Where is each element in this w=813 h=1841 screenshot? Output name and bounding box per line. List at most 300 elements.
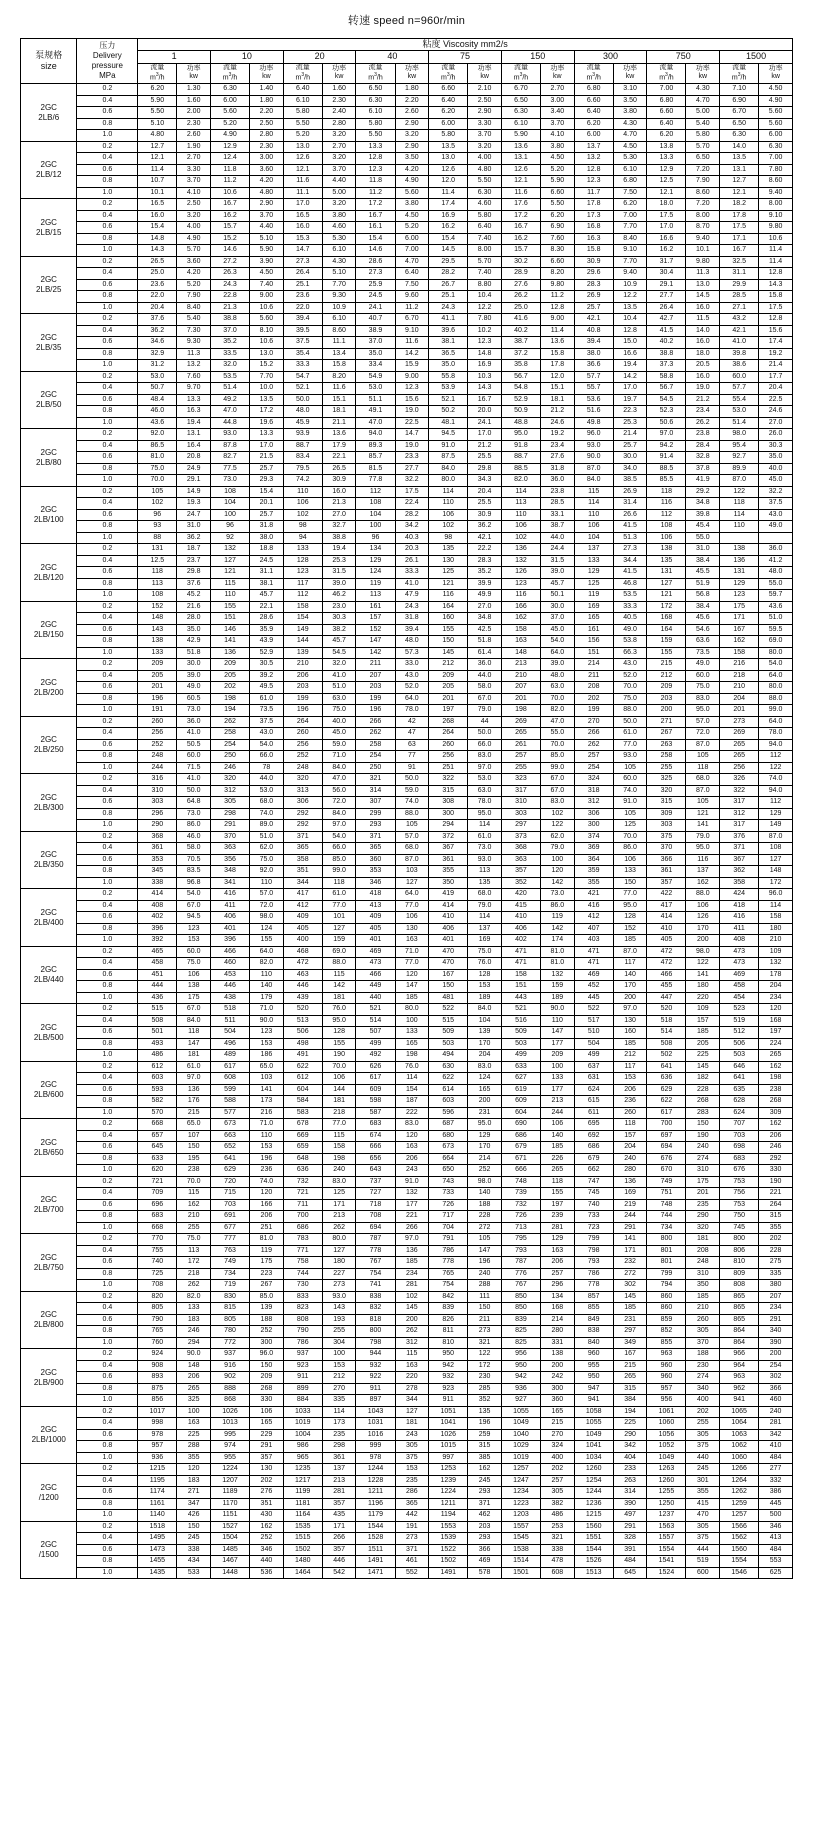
power-value: 3.80 <box>541 141 575 153</box>
flow-value: 1026 <box>429 1429 468 1441</box>
flow-value: 745 <box>720 1222 759 1234</box>
flow-value: 800 <box>647 1234 686 1246</box>
pressure-value: 0.6 <box>77 567 138 579</box>
flow-value: 635 <box>720 1084 759 1096</box>
power-value: 175 <box>250 1257 284 1269</box>
power-value: 11.4 <box>759 256 793 268</box>
flow-value: 401 <box>210 923 249 935</box>
flow-value: 308 <box>429 797 468 809</box>
viscosity-1500: 1500 <box>720 51 793 63</box>
flow-value: 401 <box>356 935 395 947</box>
flow-value: 466 <box>356 969 395 981</box>
table-row <box>21 95 793 107</box>
flow-value: 726 <box>501 1211 540 1223</box>
flow-value: 469 <box>720 969 759 981</box>
power-value: 180 <box>322 1257 356 1269</box>
power-value: 213 <box>322 1475 356 1487</box>
power-value: 128 <box>613 912 647 924</box>
power-value: 346 <box>250 1544 284 1556</box>
flow-value: 77.5 <box>210 463 249 475</box>
power-value: 86.0 <box>541 900 575 912</box>
power-value: 12.0 <box>541 371 575 383</box>
power-value: 7.00 <box>613 210 647 222</box>
flow-value: 636 <box>283 1165 322 1177</box>
power-value: 14.9 <box>177 486 211 498</box>
power-value: 48.0 <box>759 567 793 579</box>
flow-value: 129 <box>356 555 395 567</box>
table-row <box>21 544 793 556</box>
power-value: 67.0 <box>541 785 575 797</box>
flow-value: 1518 <box>138 1521 177 1533</box>
power-value: 88.0 <box>395 808 429 820</box>
power-value: 34.8 <box>686 498 720 510</box>
power-value: 150 <box>686 1119 720 1131</box>
flow-value: 1247 <box>501 1475 540 1487</box>
power-value: 302 <box>759 1372 793 1384</box>
flow-value: 957 <box>138 1441 177 1453</box>
table-row <box>21 360 793 372</box>
power-value: 202 <box>759 1234 793 1246</box>
power-value: 66.0 <box>322 843 356 855</box>
flow-value: 941 <box>720 1395 759 1407</box>
flow-value: 12.1 <box>138 153 177 165</box>
power-value: 70.0 <box>177 1176 211 1188</box>
power-value: 36.0 <box>541 475 575 487</box>
power-value: 5.20 <box>177 279 211 291</box>
flow-value: 1234 <box>501 1487 540 1499</box>
flow-value: 52.9 <box>501 394 540 406</box>
flow-value: 405 <box>647 935 686 947</box>
flow-value: 31.2 <box>138 360 177 372</box>
power-value: 445 <box>759 1498 793 1510</box>
power-value: 310 <box>686 1165 720 1177</box>
pump-model-cell <box>21 544 77 602</box>
power-value: 35.0 <box>759 452 793 464</box>
flow-value: 11.4 <box>429 187 468 199</box>
flow-value: 112 <box>283 590 322 602</box>
power-value: 105 <box>395 820 429 832</box>
power-value: 181 <box>686 1234 720 1246</box>
flow-value: 823 <box>283 1303 322 1315</box>
flow-value: 81.5 <box>356 463 395 475</box>
power-value: 19.0 <box>686 383 720 395</box>
power-value: 45.7 <box>322 636 356 648</box>
flow-value: 40.7 <box>356 314 395 326</box>
flow-value: 92.7 <box>720 452 759 464</box>
flow-value: 1211 <box>429 1498 468 1510</box>
power-value: 91.0 <box>613 797 647 809</box>
flow-value: 6.00 <box>574 130 613 142</box>
table-row <box>21 1211 793 1223</box>
flow-value: 1257 <box>501 1464 540 1476</box>
flow-value: 1563 <box>647 1521 686 1533</box>
power-value: 6.80 <box>613 176 647 188</box>
table-row <box>21 1521 793 1533</box>
flow-value: 439 <box>283 992 322 1004</box>
power-value: 211 <box>468 1314 502 1326</box>
power-value: 11.3 <box>177 348 211 360</box>
flow-value: 1554 <box>647 1544 686 1556</box>
power-value: 7.40 <box>468 233 502 245</box>
flow-value: 790 <box>138 1314 177 1326</box>
flow-value: 254 <box>210 739 249 751</box>
table-row <box>21 187 793 199</box>
power-value: 10.6 <box>759 233 793 245</box>
table-row <box>21 1498 793 1510</box>
unit-power-40: 功率 kw <box>395 63 429 84</box>
flow-value: 315 <box>647 797 686 809</box>
power-value: 112 <box>759 797 793 809</box>
power-value: 34.2 <box>395 521 429 533</box>
power-value: 49.9 <box>468 590 502 602</box>
power-value: 242 <box>541 1372 575 1384</box>
flow-value: 135 <box>647 555 686 567</box>
flow-value: 50.0 <box>283 394 322 406</box>
flow-value: 210 <box>283 659 322 671</box>
power-value: 415 <box>686 1498 720 1510</box>
flow-value: 680 <box>429 1130 468 1142</box>
pump-model-cell <box>21 1349 77 1407</box>
pump-model-cell <box>21 486 77 544</box>
flow-value: 218 <box>720 670 759 682</box>
flow-value: 776 <box>501 1268 540 1280</box>
power-value: 29.2 <box>686 486 720 498</box>
flow-value: 86.5 <box>138 440 177 452</box>
power-value: 10.6 <box>250 337 284 349</box>
power-value: 8.20 <box>541 268 575 280</box>
power-value: 5.80 <box>686 130 720 142</box>
flow-value: 151 <box>210 613 249 625</box>
flow-value: 298 <box>210 808 249 820</box>
power-value: 200 <box>759 1349 793 1361</box>
power-value: 231 <box>468 1107 502 1119</box>
power-value: 3.60 <box>250 164 284 176</box>
power-value: 50.1 <box>541 590 575 602</box>
flow-value: 1553 <box>429 1521 468 1533</box>
power-value: 9.00 <box>250 291 284 303</box>
power-value: 206 <box>613 1084 647 1096</box>
flow-value: 778 <box>356 1245 395 1257</box>
header-viscosity: 粘度 Viscosity mm2/s <box>138 39 793 51</box>
flow-value: 29.1 <box>647 279 686 291</box>
power-value: 371 <box>395 1544 429 1556</box>
flow-value: 703 <box>210 1199 249 1211</box>
flow-value: 18.2 <box>720 199 759 211</box>
power-value: 13.4 <box>322 348 356 360</box>
pump-model-line1: 2GC <box>40 620 57 630</box>
flow-value: 627 <box>501 1073 540 1085</box>
power-value: 145 <box>395 1303 429 1315</box>
power-value: 210 <box>686 1303 720 1315</box>
flow-value: 158 <box>501 624 540 636</box>
flow-value: 17.3 <box>574 210 613 222</box>
power-value: 53.0 <box>250 785 284 797</box>
flow-value: 11.1 <box>283 187 322 199</box>
flow-value: 106 <box>501 521 540 533</box>
power-value: 13.6 <box>541 337 575 349</box>
power-value: 118 <box>177 1027 211 1039</box>
power-value: 236 <box>250 1165 284 1177</box>
flow-value: 191 <box>138 705 177 717</box>
power-value: 14.2 <box>395 348 429 360</box>
flow-value: 800 <box>356 1326 395 1338</box>
power-value: 371 <box>468 1498 502 1510</box>
flow-value: 499 <box>501 1050 540 1062</box>
flow-value: 36.2 <box>138 325 177 337</box>
power-value: 155 <box>541 1188 575 1200</box>
flow-value: 960 <box>647 1360 686 1372</box>
flow-value: 963 <box>647 1349 686 1361</box>
power-value: 132 <box>395 1188 429 1200</box>
power-value: 95.0 <box>613 900 647 912</box>
flow-value: 91.8 <box>501 440 540 452</box>
power-value: 315 <box>613 1383 647 1395</box>
flow-value: 26.7 <box>429 279 468 291</box>
power-value: 160 <box>613 1027 647 1039</box>
power-value: 74.0 <box>759 774 793 786</box>
flow-value: 698 <box>720 1142 759 1154</box>
flow-value: 1223 <box>501 1498 540 1510</box>
flow-value: 38.8 <box>647 348 686 360</box>
power-value: 200 <box>613 992 647 1004</box>
power-value: 172 <box>177 1257 211 1269</box>
flow-value: 683 <box>356 1119 395 1131</box>
flow-value: 472 <box>647 946 686 958</box>
flow-value: 11.4 <box>138 164 177 176</box>
pump-model-line1: 2GC <box>40 102 57 112</box>
flow-value: 320 <box>647 785 686 797</box>
power-value: 239 <box>541 1211 575 1223</box>
power-value: 103 <box>395 866 429 878</box>
flow-value: 16.7 <box>356 210 395 222</box>
power-value: 162 <box>686 877 720 889</box>
table-row <box>21 1441 793 1453</box>
flow-value: 617 <box>356 1073 395 1085</box>
flow-value: 1253 <box>429 1464 468 1476</box>
flow-value: 446 <box>210 981 249 993</box>
power-value: 135 <box>468 1406 502 1418</box>
flow-value: 587 <box>356 1107 395 1119</box>
flow-value: 258 <box>356 739 395 751</box>
flow-value: 15.3 <box>283 233 322 245</box>
power-value: 129 <box>541 1234 575 1246</box>
power-value: 139 <box>250 1303 284 1315</box>
table-row <box>21 1176 793 1188</box>
flow-value: 950 <box>501 1360 540 1372</box>
unit-flow-40: 流量 $m^3/h$ <box>356 63 395 84</box>
flow-value: 6.40 <box>429 95 468 107</box>
flow-value: 473 <box>720 946 759 958</box>
table-row <box>21 705 793 717</box>
power-value: 36.2 <box>177 532 211 544</box>
flow-value: 720 <box>210 1176 249 1188</box>
power-value: 84.0 <box>177 1015 211 1027</box>
power-value: 355 <box>686 1487 720 1499</box>
flow-value: 6.70 <box>501 84 540 96</box>
pressure-value: 0.6 <box>77 1142 138 1154</box>
power-value: 94.0 <box>759 739 793 751</box>
power-value: 42.9 <box>177 636 211 648</box>
power-value: 11.3 <box>686 268 720 280</box>
power-value: 1.40 <box>250 84 284 96</box>
flow-value: 741 <box>356 1280 395 1292</box>
pressure-value: 1.0 <box>77 360 138 372</box>
power-value: 101 <box>322 912 356 924</box>
flow-value: 936 <box>138 1452 177 1464</box>
flow-value: 25.9 <box>356 279 395 291</box>
power-value: 116 <box>686 854 720 866</box>
flow-value: 314 <box>356 785 395 797</box>
flow-value: 138 <box>138 636 177 648</box>
power-value: 155 <box>250 935 284 947</box>
power-value: 198 <box>759 1073 793 1085</box>
flow-value: 956 <box>501 1349 540 1361</box>
power-value: 189 <box>468 992 502 1004</box>
power-value: 46.2 <box>322 590 356 602</box>
power-value: 25.7 <box>250 509 284 521</box>
flow-value: 35.2 <box>210 337 249 349</box>
flow-value: 96 <box>138 509 177 521</box>
flow-value: 17.4 <box>429 199 468 211</box>
flow-value: 963 <box>720 1372 759 1384</box>
power-value: 13.0 <box>686 279 720 291</box>
power-value: 34.4 <box>613 555 647 567</box>
flow-value: 422 <box>647 889 686 901</box>
flow-value: 37.6 <box>138 314 177 326</box>
power-value: 170 <box>613 981 647 993</box>
flow-value: 995 <box>210 1429 249 1441</box>
flow-value: 666 <box>356 1142 395 1154</box>
flow-value: 657 <box>138 1130 177 1142</box>
flow-value: 16.7 <box>720 245 759 257</box>
power-value: 268 <box>250 1383 284 1395</box>
power-value: 1.80 <box>395 84 429 96</box>
flow-value: 1060 <box>720 1452 759 1464</box>
flow-value: 164 <box>647 624 686 636</box>
power-value: 117 <box>613 958 647 970</box>
power-value: 265 <box>759 1050 793 1062</box>
power-value: 188 <box>250 1314 284 1326</box>
flow-value: 1228 <box>356 1475 395 1487</box>
flow-value: 956 <box>647 1395 686 1407</box>
flow-value: 753 <box>720 1199 759 1211</box>
pump-model-cell <box>21 371 77 429</box>
flow-value: 98 <box>429 532 468 544</box>
pressure-value: 0.8 <box>77 636 138 648</box>
power-value: 195 <box>177 1153 211 1165</box>
flow-value: 338 <box>138 877 177 889</box>
power-value: 288 <box>468 1280 502 1292</box>
power-value: 17.8 <box>541 360 575 372</box>
power-value: 19.4 <box>177 417 211 429</box>
power-value: 67.0 <box>468 693 502 705</box>
power-value: 57.0 <box>395 831 429 843</box>
flow-value: 603 <box>138 1073 177 1085</box>
power-value: 10.2 <box>468 325 502 337</box>
power-value: 331 <box>541 1337 575 1349</box>
flow-value: 357 <box>501 866 540 878</box>
pressure-value: 0.8 <box>77 1498 138 1510</box>
flow-value: 859 <box>647 1314 686 1326</box>
flow-value: 604 <box>501 1107 540 1119</box>
flow-value: 121 <box>210 567 249 579</box>
power-value: 440 <box>250 1556 284 1568</box>
table-row <box>21 233 793 245</box>
flow-value: 458 <box>138 958 177 970</box>
flow-value: 28.5 <box>720 291 759 303</box>
power-value: 224 <box>759 1038 793 1050</box>
flow-value: 1179 <box>356 1510 395 1522</box>
power-value: 77.0 <box>322 1119 356 1131</box>
power-value: 212 <box>613 1050 647 1062</box>
pressure-value: 0.2 <box>77 1521 138 1533</box>
pressure-value: 1.0 <box>77 475 138 487</box>
power-value: 19.7 <box>613 394 647 406</box>
pressure-value: 0.8 <box>77 1383 138 1395</box>
flow-value: 158 <box>501 969 540 981</box>
power-value: 9.00 <box>395 371 429 383</box>
power-value: 4.90 <box>177 233 211 245</box>
power-value: 252 <box>250 1533 284 1545</box>
flow-value: 1260 <box>647 1475 686 1487</box>
header-pressure <box>77 39 138 84</box>
power-value: 4.50 <box>250 268 284 280</box>
flow-value: 754 <box>356 1268 395 1280</box>
flow-value: 1527 <box>210 1521 249 1533</box>
flow-value: 344 <box>283 877 322 889</box>
power-value: 78.0 <box>759 728 793 740</box>
flow-value: 908 <box>138 1360 177 1372</box>
power-value: 240 <box>686 1142 720 1154</box>
power-value: 4.00 <box>468 153 502 165</box>
flow-value: 957 <box>647 1383 686 1395</box>
pressure-value: 0.4 <box>77 900 138 912</box>
flow-value: 147 <box>356 636 395 648</box>
power-value: 75.0 <box>613 693 647 705</box>
pressure-value: 0.2 <box>77 716 138 728</box>
power-value: 542 <box>322 1567 356 1579</box>
flow-value: 604 <box>283 1084 322 1096</box>
power-value: 64.8 <box>177 797 211 809</box>
power-value: 31.8 <box>395 613 429 625</box>
pressure-value: 1.0 <box>77 1107 138 1119</box>
flow-value: 158 <box>720 647 759 659</box>
flow-value: 118 <box>138 567 177 579</box>
flow-value: 1259 <box>720 1498 759 1510</box>
header-size <box>21 39 77 84</box>
power-value: 68.0 <box>686 774 720 786</box>
power-value: 16.0 <box>322 486 356 498</box>
power-value: 206 <box>177 1372 211 1384</box>
flow-value: 256 <box>283 739 322 751</box>
power-value: 14.5 <box>686 291 720 303</box>
flow-value: 998 <box>138 1418 177 1430</box>
power-value: 2.50 <box>177 199 211 211</box>
power-value: 30.9 <box>468 509 502 521</box>
flow-value: 12.9 <box>210 141 249 153</box>
power-value: 314 <box>613 1487 647 1499</box>
flow-value: 70.0 <box>138 475 177 487</box>
power-value: 21.2 <box>541 406 575 418</box>
flow-value: 1539 <box>429 1533 468 1545</box>
viscosity-1: 1 <box>138 51 211 63</box>
flow-value: 89.9 <box>720 463 759 475</box>
pressure-value: 0.4 <box>77 440 138 452</box>
flow-value: 617 <box>647 1107 686 1119</box>
power-value: 39.9 <box>468 578 502 590</box>
power-value: 60.5 <box>177 693 211 705</box>
flow-value: 756 <box>720 1188 759 1200</box>
